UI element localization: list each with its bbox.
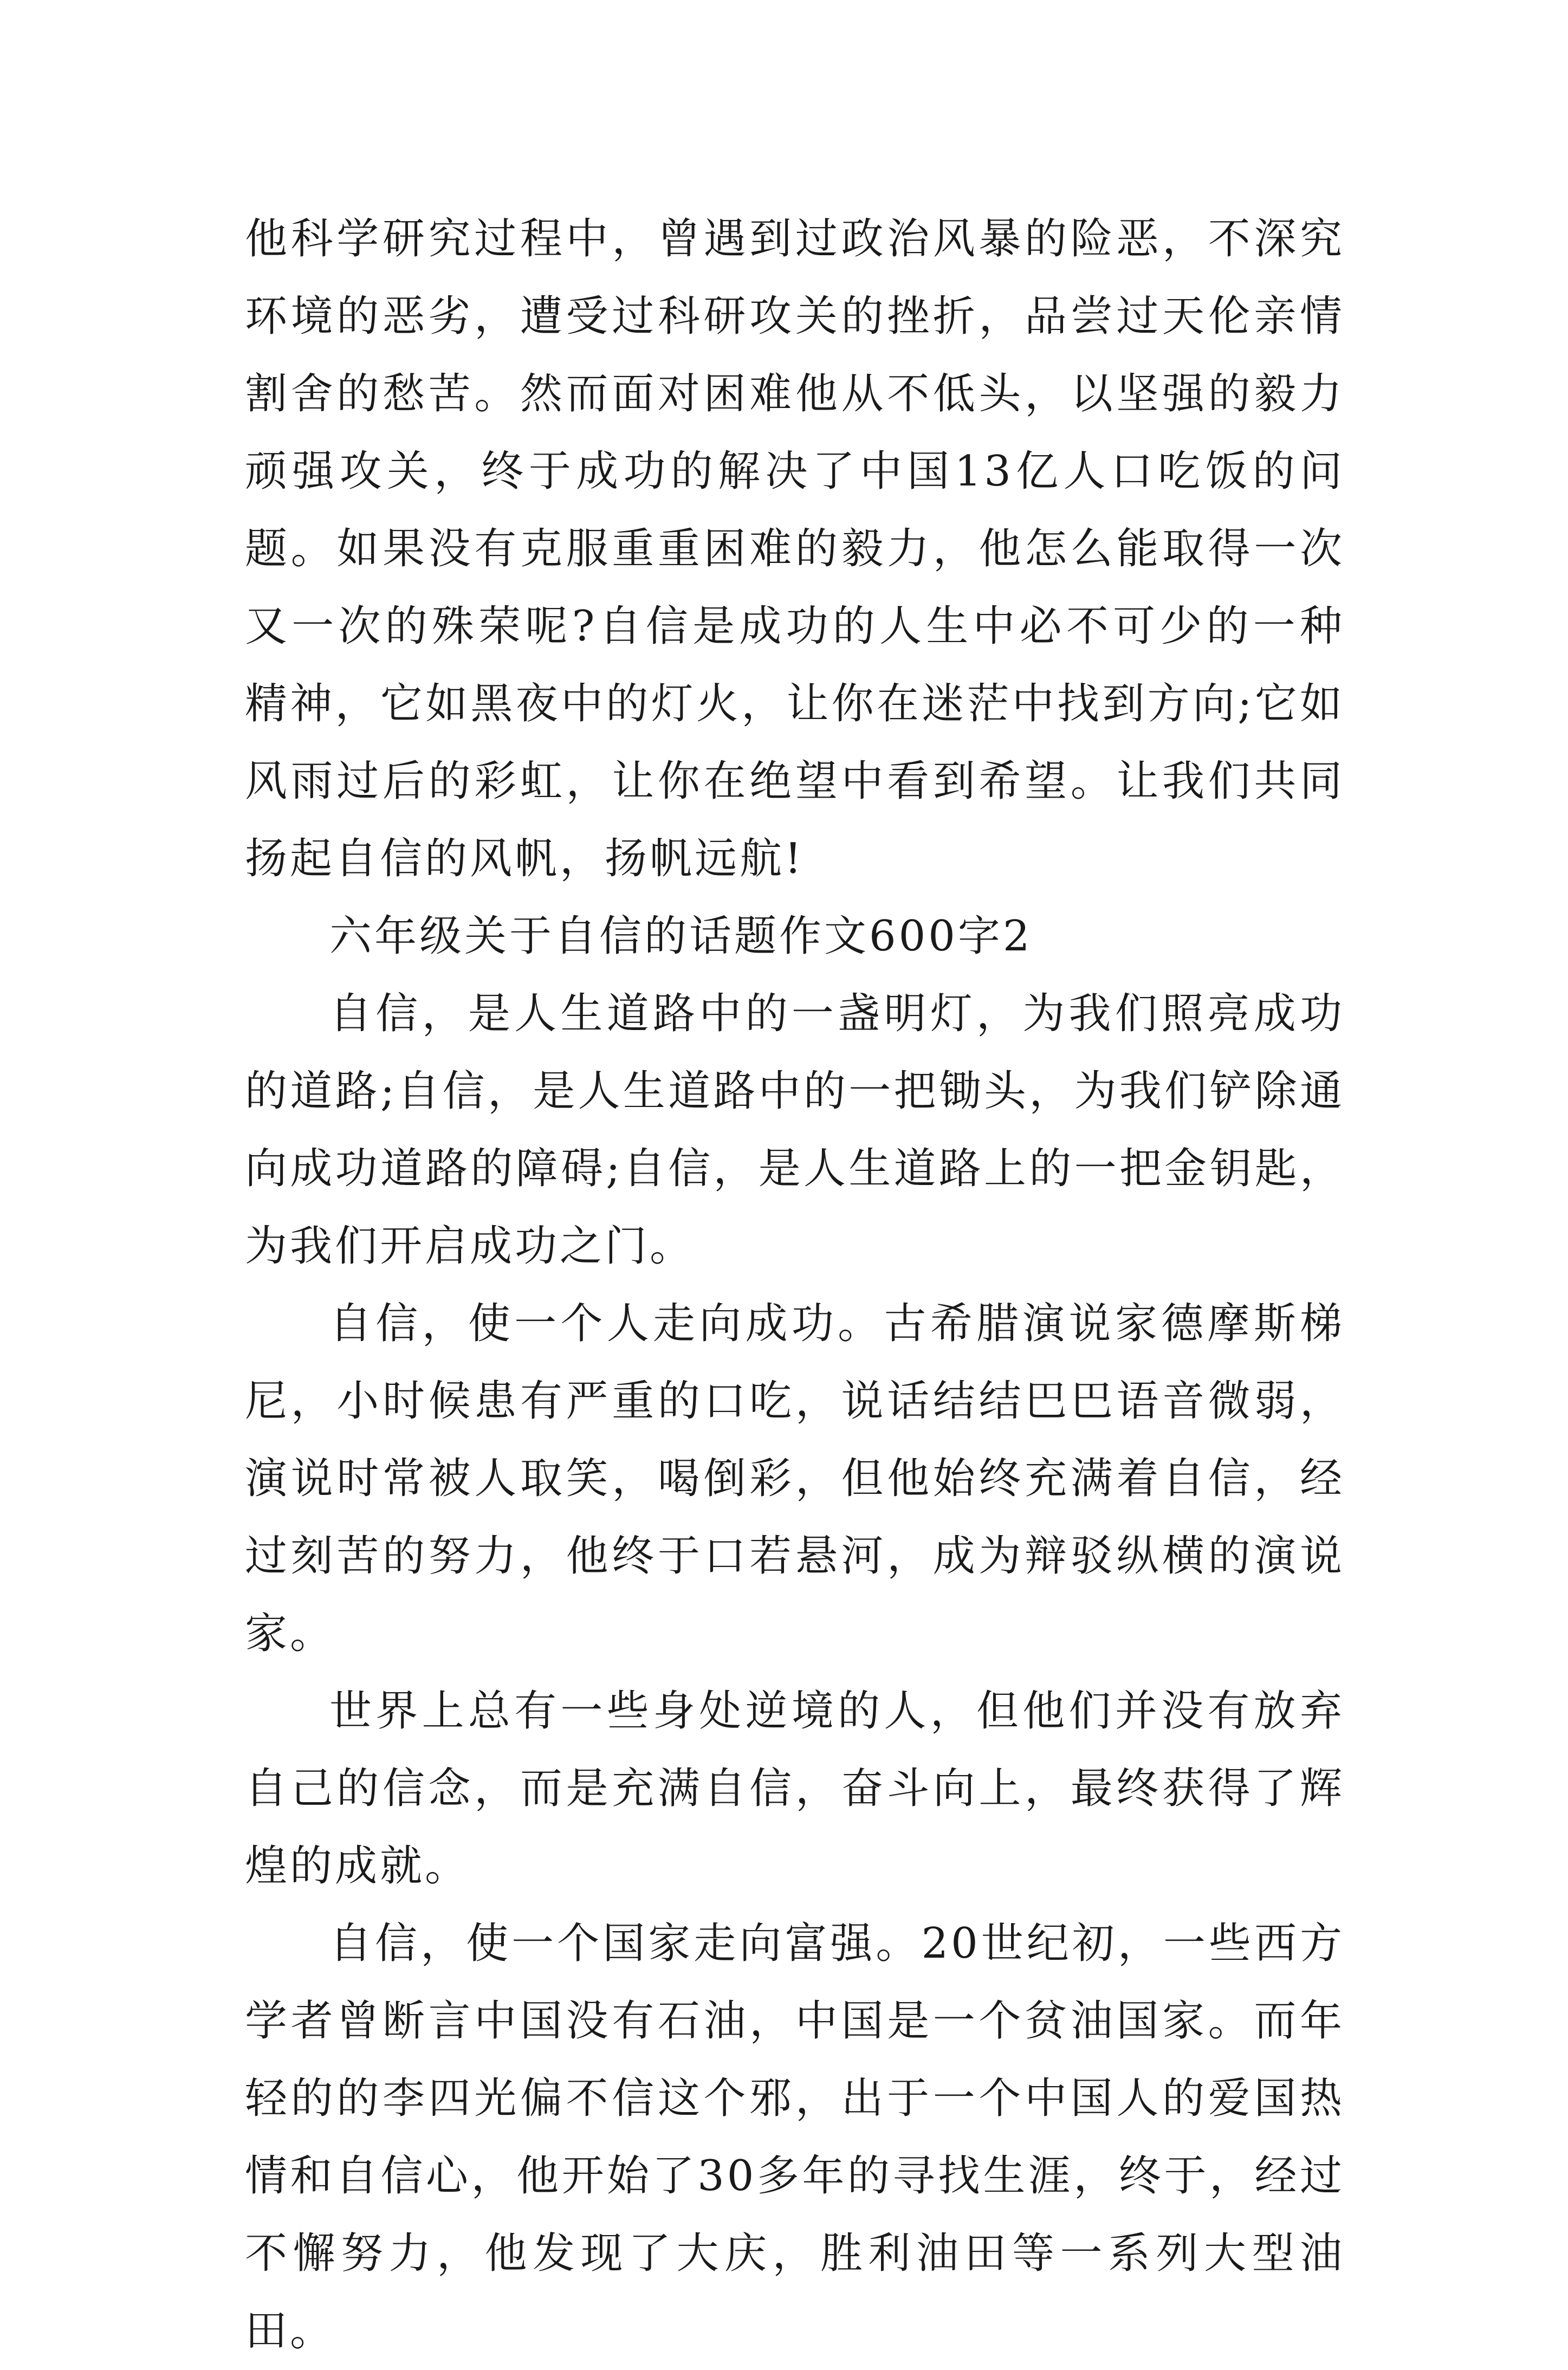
paragraph: 自信，使一个国家走向富强。20世纪初，一些西方学者曾断言中国没有石油，中国是一个贫油国家。而年轻的的李四光偏不信这个邪，出于一个中国人的爱国热情和自信心，他开始了30多年的寻找生涯，终于，经过不懈努力，他发现了大庆，胜利油田等一系列大型油田。: [245, 1919, 1345, 2355]
document-body: [245, 200, 1345, 2370]
paragraph-continued: 他科学研究过程中，曾遇到过政治风暴的险恶，不深究环境的恶劣，遭受过科研攻关的挫折，品尝过天伦亲情割舍的愁苦。然而面对困难他从不低头，以坚强的毅力顽强攻关，终于成功的解决了中国13亿人口吃饭的问题。如果没有克服重重困难的毅力，他怎么能取得一次又一次的殊荣呢?自信是成功的人生中必不可少的一种精神，它如黑夜中的灯火，让你在迷茫中找到方向;它如风雨过后的彩虹，让你在绝望中看到希望。让我们共同扬起自信的风帆，扬帆远航!: [245, 215, 1345, 883]
section-heading: 六年级关于自信的话题作文600字2: [329, 912, 1033, 961]
paragraph: 自信，使一个人走向成功。古希腊演说家德摩斯梯尼，小时候患有严重的口吃，说话结结巴巴语音微弱，演说时常被人取笑，喝倒彩，但他始终充满着自信，经过刻苦的努力，他终于口若悬河，成为辩驳纵横的演说家。: [245, 1299, 1345, 1658]
paragraph: 世界上总有一些身处逆境的人，但他们并没有放弃自己的信念，而是充满自信，奋斗向上，最终获得了辉煌的成就。: [245, 1687, 1345, 1890]
paragraph: 自信，是人生道路中的一盏明灯，为我们照亮成功的道路;自信，是人生道路中的一把锄头，为我们铲除通向成功道路的障碍;自信，是人生道路上的一把金钥匙，为我们开启成功之门。: [245, 989, 1345, 1271]
